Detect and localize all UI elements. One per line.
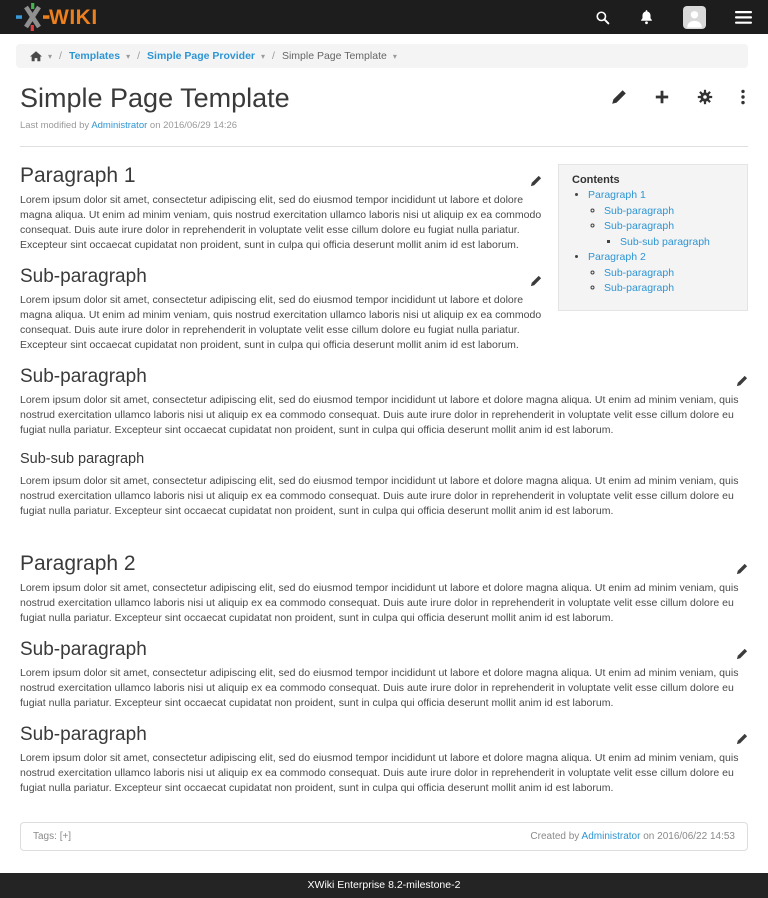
- section-sub-paragraph-4: [20, 724, 748, 796]
- xwiki-logo[interactable]: [16, 0, 98, 34]
- breadcrumb-link-simple-page-provider[interactable]: Simple Page Provider: [147, 50, 256, 62]
- breadcrumb-current-page: Simple Page Template: [281, 50, 387, 62]
- section-body-text: Lorem ipsum dolor sit amet, consectetur adipiscing elit, sed do eiusmod tempor incididunt ut labore et dolore magna aliqua. Ut enim ad minim veniam, quis nostrud exercitation ullamco laboris nisi ut aliquip ex ea commodo consequat. Duis aute irure dolor in reprehenderit in voluptate velit esse cillum dolore eu fugiat nulla pariatur. Excepteur sint occaecat cupidatat non proident, sunt in culpa qui officia deserunt mollit anim id est laborum.: [20, 752, 739, 795]
- chevron-down-icon[interactable]: ▾: [392, 51, 397, 61]
- document-body: [20, 164, 748, 851]
- section-heading-text: Paragraph 2: [20, 552, 136, 576]
- topbar-actions: [595, 6, 752, 29]
- breadcrumb-separator: /: [59, 50, 62, 62]
- toc-item: [620, 236, 737, 248]
- section-body-text: Lorem ipsum dolor sit amet, consectetur adipiscing elit, sed do eiusmod tempor incididunt ut labore et dolore magna aliqua. Ut enim ad minim veniam, quis nostrud exercitation ullamco laboris nisi ut aliquip ex ea commodo consequat. Duis aute irure dolor in reprehenderit in voluptate velit esse cillum dolore eu fugiat nulla pariatur. Excepteur sint occaecat cupidatat non proident, sunt in culpa qui officia deserunt mollit anim id est laborum.: [20, 193, 542, 251]
- toc-item: [588, 251, 737, 294]
- section-edit-pencil-icon[interactable]: [530, 169, 542, 193]
- section-heading-text: Paragraph 1: [20, 163, 136, 187]
- search-icon[interactable]: [595, 10, 610, 25]
- section-paragraph-2: [20, 552, 748, 626]
- toc-item: [604, 282, 737, 294]
- version-footer-bar: [0, 873, 768, 898]
- user-avatar[interactable]: [683, 6, 706, 29]
- edit-pencil-icon[interactable]: [611, 89, 627, 105]
- chevron-down-icon[interactable]: ▾: [126, 51, 131, 61]
- section-body-text: Lorem ipsum dolor sit amet, consectetur adipiscing elit, sed do eiusmod tempor incididunt ut labore et dolore magna aliqua. Ut enim ad minim veniam, quis nostrud exercitation ullamco laboris nisi ut aliquip ex ea commodo consequat. Duis aute irure dolor in reprehenderit in voluptate velit esse cillum dolore eu fugiat nulla pariatur. Excepteur sint occaecat cupidatat non proident, sunt in culpa qui officia deserunt mollit anim id est laborum.: [20, 582, 739, 625]
- title-divider: [20, 146, 748, 147]
- section-heading: [20, 639, 748, 661]
- toc-item: [588, 189, 737, 248]
- more-kebab-icon[interactable]: [740, 89, 746, 105]
- section-sub-paragraph-2: [20, 366, 748, 438]
- section-heading: [20, 552, 748, 576]
- section-heading-text: Sub-paragraph: [20, 365, 147, 387]
- modified-author-link[interactable]: Administrator: [91, 119, 148, 131]
- toc-link-paragraph-2[interactable]: Paragraph 2: [588, 251, 646, 264]
- section-edit-pencil-icon[interactable]: [530, 271, 542, 293]
- breadcrumb-separator: /: [272, 50, 275, 62]
- section-sub-paragraph-3: [20, 639, 748, 711]
- toc-link-sub-paragraph[interactable]: Sub-paragraph: [604, 220, 675, 233]
- section-sub-sub-paragraph: [20, 451, 748, 520]
- xwiki-logo-x-icon: [16, 3, 50, 31]
- section-heading-text: Sub-paragraph: [20, 724, 147, 746]
- section-body-text: Lorem ipsum dolor sit amet, consectetur adipiscing elit, sed do eiusmod tempor incididunt ut labore et dolore magna aliqua. Ut enim ad minim veniam, quis nostrud exercitation ullamco laboris nisi ut aliquip ex ea commodo consequat. Duis aute irure dolor in reprehenderit in voluptate velit esse cillum dolore eu fugiat nulla pariatur. Excepteur sint occaecat cupidatat non proident, sunt in culpa qui officia deserunt mollit anim id est laborum.: [20, 667, 739, 710]
- section-heading-text: Sub-paragraph: [20, 639, 147, 661]
- toc-link-sub-paragraph[interactable]: Sub-paragraph: [604, 204, 675, 217]
- chevron-down-icon[interactable]: ▾: [261, 51, 266, 61]
- page-content: [0, 68, 768, 851]
- tags-area: [33, 831, 71, 842]
- created-suffix: on 2016/06/22 14:53: [643, 831, 735, 843]
- section-edit-pencil-icon[interactable]: [736, 557, 748, 581]
- table-of-contents-panel: [558, 164, 748, 311]
- toc-title: Contents: [572, 173, 620, 186]
- tags-label: Tags:: [33, 831, 57, 843]
- version-label: XWiki Enterprise 8.2-milestone-2: [307, 879, 461, 892]
- toc-item: [604, 267, 737, 279]
- last-modified-line: [20, 120, 748, 131]
- section-edit-pencil-icon[interactable]: [736, 371, 748, 393]
- bell-icon[interactable]: [639, 9, 654, 25]
- breadcrumb-separator: /: [137, 50, 141, 62]
- xwiki-logo-text: WIKI: [49, 5, 98, 29]
- section-heading-text: Sub-sub paragraph: [20, 450, 145, 467]
- section-body-text: Lorem ipsum dolor sit amet, consectetur adipiscing elit, sed do eiusmod tempor incididunt ut labore et dolore magna aliqua. Ut enim ad minim veniam, quis nostrud exercitation ullamco laboris nisi ut aliquip ex ea commodo consequat. Duis aute irure dolor in reprehenderit in voluptate velit esse cillum dolore eu fugiat nulla pariatur. Excepteur sint occaecat cupidatat non proident, sunt in culpa qui officia deserunt mollit anim id est laborum.: [20, 475, 739, 518]
- created-prefix: Created by: [530, 831, 580, 843]
- toc-link-paragraph-1[interactable]: Paragraph 1: [588, 189, 646, 202]
- section-edit-pencil-icon[interactable]: [736, 729, 748, 751]
- created-line: [530, 831, 735, 842]
- page-actions: [611, 89, 748, 105]
- create-plus-icon[interactable]: [654, 89, 670, 105]
- page-title: Simple Page Template: [20, 83, 290, 113]
- section-heading: [20, 366, 748, 388]
- chevron-down-icon[interactable]: ▾: [48, 51, 53, 61]
- section-body-text: Lorem ipsum dolor sit amet, consectetur adipiscing elit, sed do eiusmod tempor incididunt ut labore et dolore magna aliqua. Ut enim ad minim veniam, quis nostrud exercitation ullamco laboris nisi ut aliquip ex ea commodo consequat. Duis aute irure dolor in reprehenderit in voluptate velit esse cillum dolore eu fugiat nulla pariatur. Excepteur sint occaecat cupidatat non proident, sunt in culpa qui officia deserunt mollit anim id est laborum.: [20, 393, 739, 436]
- breadcrumb-link-templates[interactable]: Templates: [68, 50, 121, 62]
- modified-prefix: Last modified by: [20, 119, 90, 131]
- settings-gear-icon[interactable]: [697, 89, 713, 105]
- toc-item: [604, 220, 737, 248]
- hamburger-menu-icon[interactable]: [735, 11, 752, 24]
- section-edit-pencil-icon[interactable]: [736, 644, 748, 666]
- toc-link-sub-sub-paragraph[interactable]: Sub-sub paragraph: [620, 235, 710, 248]
- breadcrumb: [16, 44, 748, 68]
- top-navbar: [0, 0, 768, 34]
- toc-link-sub-paragraph[interactable]: Sub-paragraph: [604, 282, 675, 295]
- created-author-link[interactable]: Administrator: [581, 831, 641, 843]
- section-heading: [20, 451, 748, 468]
- add-tag-button[interactable]: [+]: [59, 831, 72, 843]
- home-icon[interactable]: [30, 51, 42, 62]
- toc-link-sub-paragraph[interactable]: Sub-paragraph: [604, 266, 675, 279]
- section-heading: [20, 724, 748, 746]
- section-body-text: Lorem ipsum dolor sit amet, consectetur adipiscing elit, sed do eiusmod tempor incididunt ut labore et dolore magna aliqua. Ut enim ad minim veniam, quis nostrud exercitation ullamco laboris nisi ut aliquip ex ea commodo consequat. Duis aute irure dolor in reprehenderit in voluptate velit esse cillum dolore eu fugiat nulla pariatur. Excepteur sint occaecat cupidatat non proident, sunt in culpa qui officia deserunt mollit anim id est laborum.: [20, 293, 542, 351]
- section-heading-text: Sub-paragraph: [20, 265, 147, 287]
- title-row: [20, 84, 748, 114]
- page-meta-footer: [20, 822, 748, 851]
- toc-item: [604, 205, 737, 217]
- modified-suffix: on 2016/06/29 14:26: [149, 119, 238, 131]
